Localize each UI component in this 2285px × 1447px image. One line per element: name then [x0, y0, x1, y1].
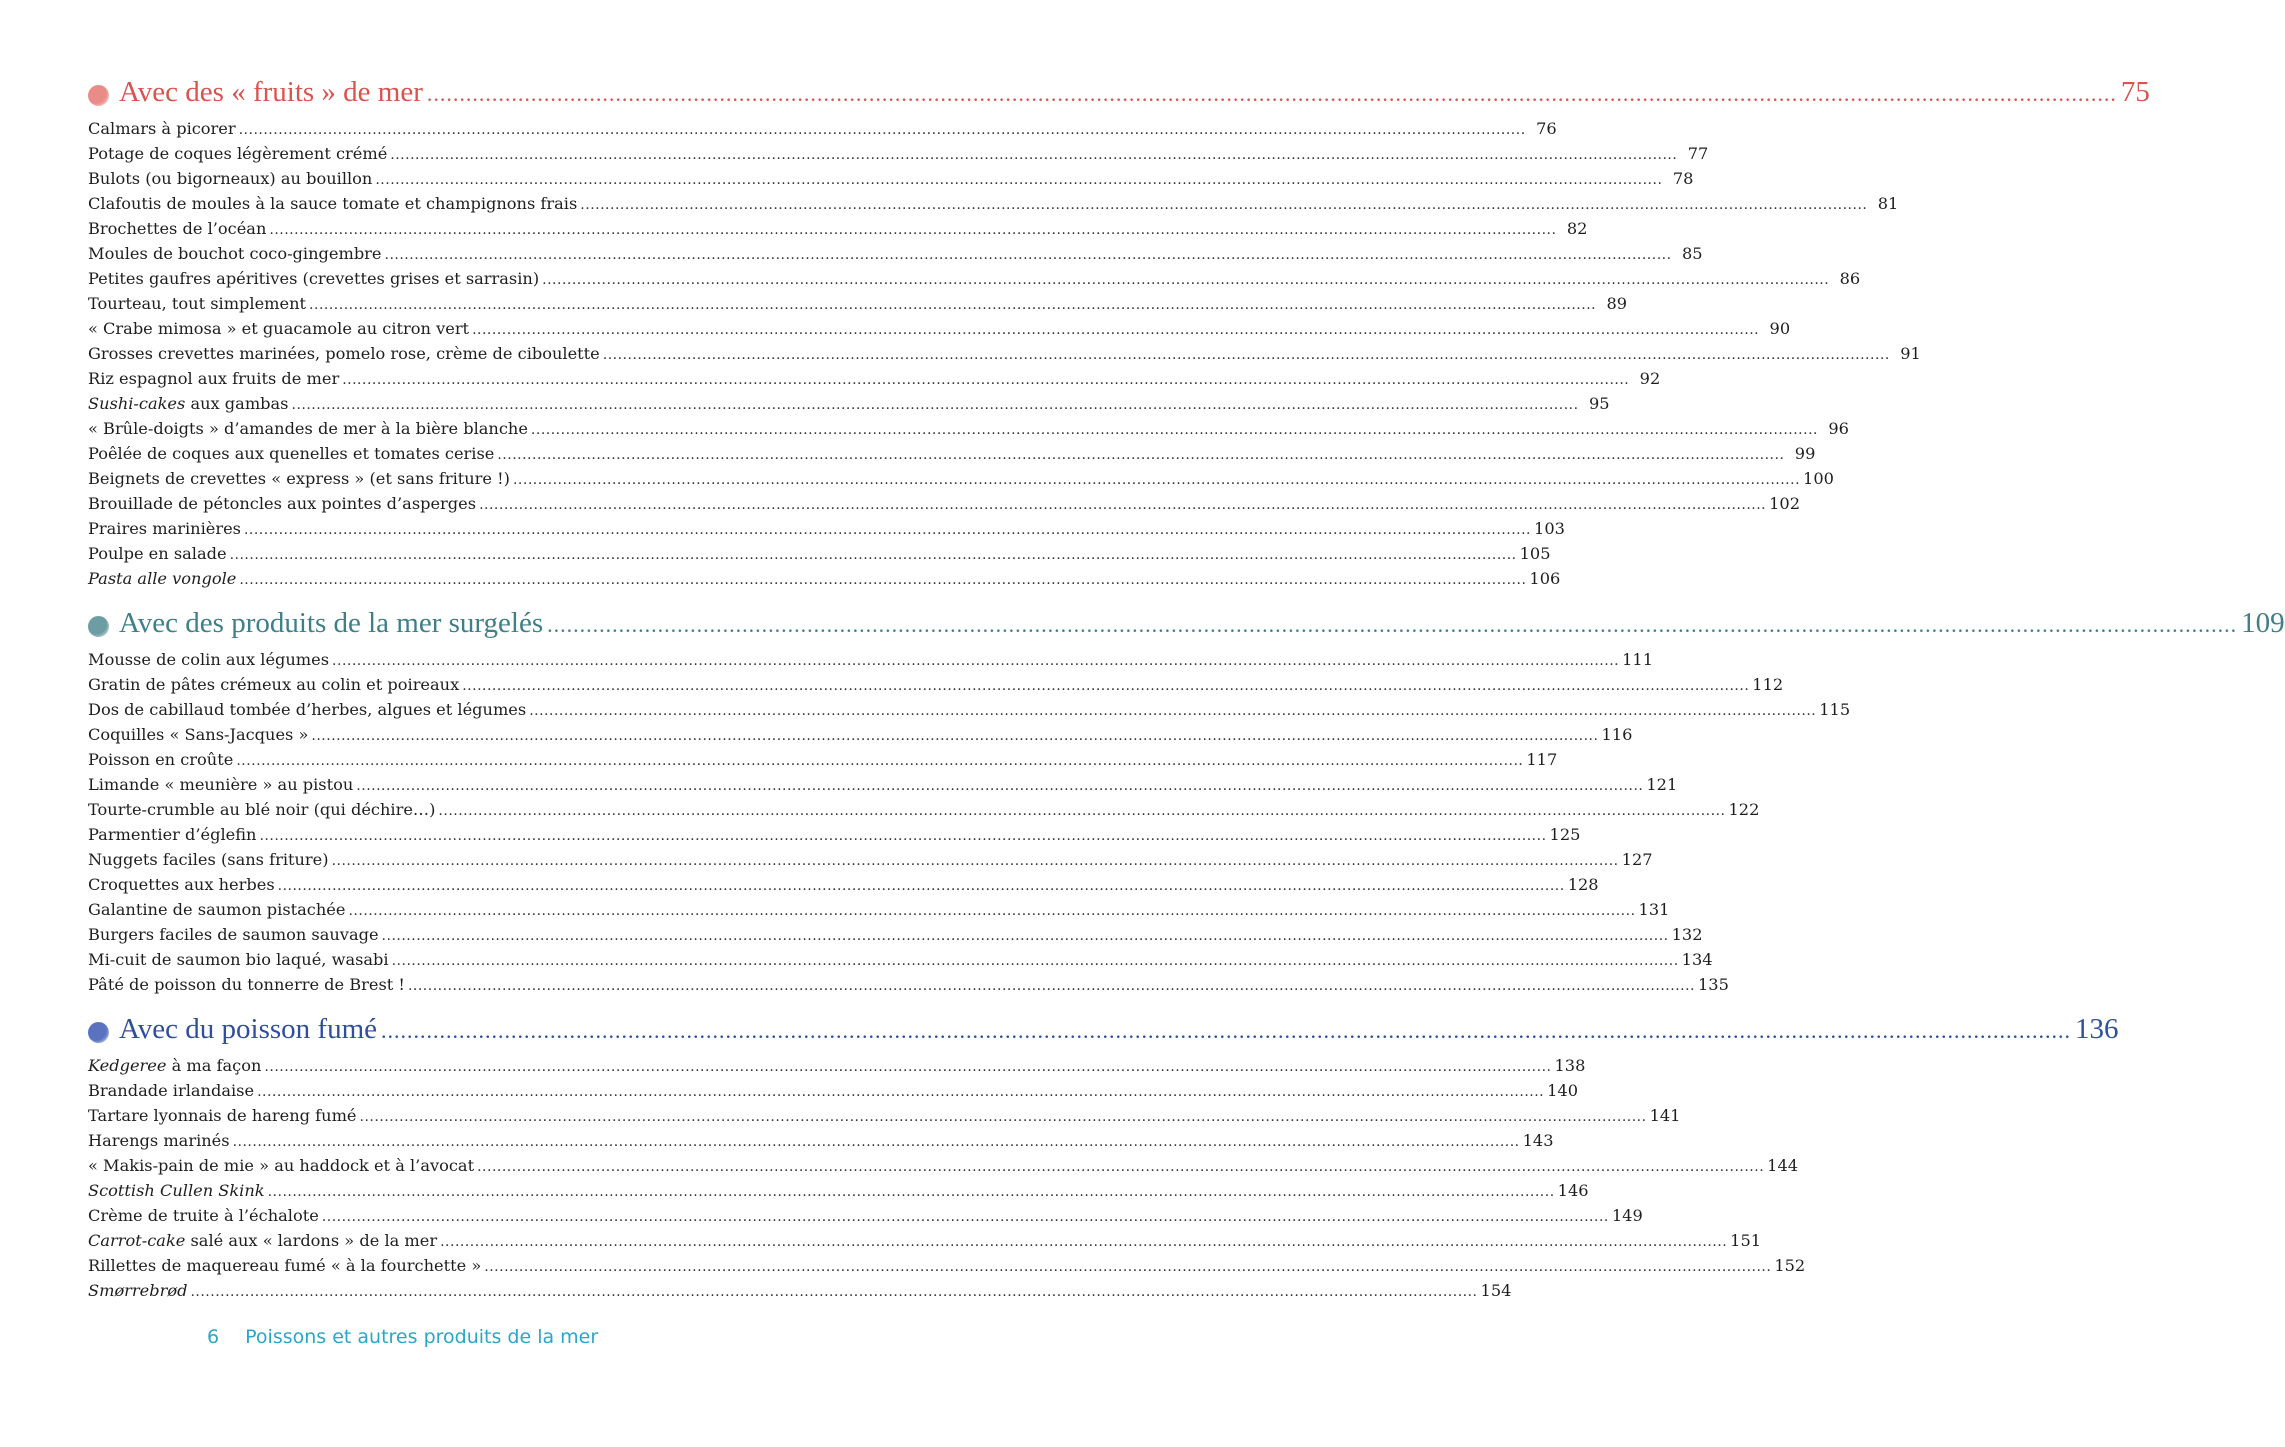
entry-title-text: Calmars à picorer	[88, 119, 236, 138]
entry-title	[88, 166, 372, 191]
entry-title-rest: à ma façon	[166, 1056, 262, 1075]
entry-page-number: 152	[1774, 1256, 1806, 1275]
section-title: Avec des produits de la mer surgelés	[119, 607, 544, 639]
entry-page-number: 127	[1621, 850, 1653, 869]
entry-leader-dots: ....................................................................................................................................................................................................................................................................	[291, 397, 1579, 413]
toc-entry[interactable]	[88, 166, 1694, 191]
entry-title-rest: aux gambas	[185, 394, 289, 413]
toc-entry[interactable]	[88, 1078, 1579, 1103]
section-heading[interactable]	[88, 603, 2285, 647]
entry-title-text: Rillettes de maquereau fumé « à la fourchette »	[88, 1256, 482, 1275]
entry-page-number: 132	[1671, 925, 1703, 944]
toc-entry[interactable]	[88, 566, 1561, 591]
entry-leader-dots: ....................................................................................................................................................................................................................................................................	[311, 728, 1599, 744]
entry-page-number: 92	[1639, 369, 1661, 388]
entry-page-number: 140	[1547, 1081, 1579, 1100]
section-heading[interactable]	[88, 1009, 2119, 1053]
entry-leader-dots: ....................................................................................................................................................................................................................................................................	[384, 247, 1672, 263]
entry-page-number: 128	[1567, 875, 1599, 894]
toc-entry[interactable]	[88, 722, 1633, 747]
entry-title-text: Smørrebrød	[88, 1281, 188, 1300]
entry-title	[88, 366, 339, 391]
entry-title-text: Brouillade de pétoncles aux pointes d’asperges	[88, 494, 477, 513]
toc-entry[interactable]	[88, 1178, 1589, 1203]
entry-page-number: 135	[1698, 975, 1729, 994]
entry-page-number: 89	[1606, 294, 1628, 313]
entry-title-text: Poêlée de coques aux quenelles et tomates cerise	[88, 444, 495, 463]
section-title: Avec des « fruits » de mer	[119, 76, 423, 108]
section-leader-dots: ....................................................................................................................................................................................................................................................................	[426, 81, 2117, 106]
entry-leader-dots: ....................................................................................................................................................................................................................................................................	[348, 903, 1636, 919]
entry-title-text: Petites gaufres apéritives (crevettes grises et sarrasin)	[88, 269, 540, 288]
section-page-number: 136	[2075, 1013, 2119, 1045]
entry-page-number: 151	[1730, 1231, 1762, 1250]
toc-entry[interactable]	[88, 947, 1713, 972]
entry-title-text: Beignets de crevettes « express » (et sans friture !)	[88, 469, 510, 488]
entry-list	[88, 1053, 1806, 1303]
entry-page-number: 125	[1549, 825, 1581, 844]
section-leader-dots: ....................................................................................................................................................................................................................................................................	[547, 612, 2238, 637]
entry-page-number: 102	[1769, 494, 1801, 513]
entry-title	[88, 216, 266, 241]
toc-entry[interactable]	[88, 1253, 1806, 1278]
entry-leader-dots: ....................................................................................................................................................................................................................................................................	[462, 678, 1750, 694]
entry-title	[88, 1228, 437, 1253]
entry-title-text: Gratin de pâtes crémeux au colin et poireaux	[88, 675, 460, 694]
toc-entry[interactable]	[88, 872, 1599, 897]
entry-leader-dots: ....................................................................................................................................................................................................................................................................	[332, 653, 1620, 669]
entry-leader-dots: ....................................................................................................................................................................................................................................................................	[342, 372, 1630, 388]
entry-title	[88, 1178, 265, 1203]
entry-title-text: Poisson en croûte	[88, 750, 234, 769]
entry-leader-dots: ....................................................................................................................................................................................................................................................................	[238, 122, 1526, 138]
entry-leader-dots: ....................................................................................................................................................................................................................................................................	[530, 422, 1818, 438]
entry-leader-dots: ....................................................................................................................................................................................................................................................................	[542, 272, 1830, 288]
toc-entry[interactable]	[88, 1053, 1586, 1078]
footer-page-number: 6	[207, 1326, 220, 1348]
entry-title	[88, 847, 329, 872]
entry-title-text: Praires marinières	[88, 519, 241, 538]
entry-title	[88, 441, 494, 466]
entry-list	[88, 647, 1851, 997]
toc-entry[interactable]	[88, 316, 1791, 341]
toc-entry[interactable]	[88, 1103, 1681, 1128]
entry-title	[88, 516, 241, 541]
entry-leader-dots: ....................................................................................................................................................................................................................................................................	[259, 828, 1547, 844]
toc-entry[interactable]	[88, 441, 1816, 466]
entry-title-text: Grosses crevettes marinées, pomelo rose, crème de ciboulette	[88, 344, 600, 363]
entry-title-text: Harengs marinés	[88, 1131, 230, 1150]
entry-leader-dots: ....................................................................................................................................................................................................................................................................	[390, 147, 1678, 163]
entry-leader-dots: ....................................................................................................................................................................................................................................................................	[239, 572, 1527, 588]
toc-entry[interactable]	[88, 116, 1557, 141]
entry-title	[88, 922, 379, 947]
entry-page-number: 90	[1769, 319, 1791, 338]
entry-title	[88, 566, 236, 591]
entry-leader-dots: ....................................................................................................................................................................................................................................................................	[232, 1134, 1520, 1150]
entry-page-number: 121	[1646, 775, 1678, 794]
toc-entry[interactable]	[88, 972, 1729, 997]
entry-title	[88, 141, 387, 166]
entry-leader-dots: ....................................................................................................................................................................................................................................................................	[359, 1109, 1647, 1125]
entry-title-text: Tartare lyonnais de hareng fumé	[88, 1106, 357, 1125]
entry-leader-dots: ....................................................................................................................................................................................................................................................................	[438, 803, 1726, 819]
entry-title-text: Moules de bouchot coco-gingembre	[88, 244, 382, 263]
entry-page-number: 115	[1819, 700, 1851, 719]
entry-title-text: Galantine de saumon pistachée	[88, 900, 346, 919]
entry-page-number: 81	[1877, 194, 1899, 213]
toc-entry[interactable]	[88, 772, 1678, 797]
toc-section	[88, 72, 2150, 591]
entry-leader-dots: ....................................................................................................................................................................................................................................................................	[484, 1259, 1772, 1275]
entry-page-number: 105	[1519, 544, 1551, 563]
entry-page-number: 82	[1566, 219, 1588, 238]
toc-entry[interactable]	[88, 541, 1551, 566]
toc-entry[interactable]	[88, 1228, 1762, 1253]
entry-title-text: « Makis-pain de mie » au haddock et à l’avocat	[88, 1156, 475, 1175]
entry-leader-dots: ....................................................................................................................................................................................................................................................................	[309, 297, 1597, 313]
entry-title-text: Clafoutis de moules à la sauce tomate et champignons frais	[88, 194, 578, 213]
toc-entry[interactable]	[88, 1203, 1643, 1228]
toc-entry[interactable]	[88, 897, 1670, 922]
entry-title	[88, 772, 353, 797]
entry-leader-dots: ....................................................................................................................................................................................................................................................................	[477, 1159, 1765, 1175]
entry-page-number: 138	[1554, 1056, 1586, 1075]
entry-page-number: 76	[1536, 119, 1557, 138]
section-heading[interactable]	[88, 72, 2150, 116]
entry-title	[88, 191, 577, 216]
entry-leader-dots: ....................................................................................................................................................................................................................................................................	[580, 197, 1868, 213]
toc-entry[interactable]	[88, 1153, 1799, 1178]
entry-page-number: 106	[1529, 569, 1561, 588]
entry-leader-dots: ....................................................................................................................................................................................................................................................................	[529, 703, 1817, 719]
entry-title-text: Croquettes aux herbes	[88, 875, 275, 894]
entry-leader-dots: ....................................................................................................................................................................................................................................................................	[269, 222, 1557, 238]
entry-title	[88, 491, 476, 516]
entry-title	[88, 747, 233, 772]
entry-leader-dots: ....................................................................................................................................................................................................................................................................	[331, 853, 1619, 869]
entry-title-text: Riz espagnol aux fruits de mer	[88, 369, 340, 388]
entry-leader-dots: ....................................................................................................................................................................................................................................................................	[381, 928, 1669, 944]
entry-leader-dots: ....................................................................................................................................................................................................................................................................	[497, 447, 1785, 463]
toc-section	[88, 1009, 2119, 1303]
entry-title-text: Coquilles « Sans-Jacques »	[88, 725, 309, 744]
section-bullet-icon	[88, 1022, 109, 1043]
toc-entry[interactable]	[88, 822, 1581, 847]
toc-entry[interactable]	[88, 747, 1558, 772]
entry-leader-dots: ....................................................................................................................................................................................................................................................................	[479, 497, 1767, 513]
entry-title	[88, 341, 600, 366]
entry-page-number: 122	[1728, 800, 1760, 819]
toc-entry[interactable]	[88, 141, 1709, 166]
entry-title-text: Kedgeree	[88, 1056, 167, 1075]
toc-entry[interactable]	[88, 922, 1703, 947]
entry-title	[88, 416, 528, 441]
entry-title-text: Crème de truite à l’échalote	[88, 1206, 319, 1225]
toc-entry[interactable]	[88, 466, 1834, 491]
entry-title	[88, 241, 382, 266]
entry-title	[88, 822, 256, 847]
entry-title	[88, 391, 289, 416]
entry-page-number: 78	[1672, 169, 1694, 188]
entry-title	[88, 1153, 474, 1178]
entry-leader-dots: ....................................................................................................................................................................................................................................................................	[602, 347, 1890, 363]
entry-page-number: 116	[1601, 725, 1633, 744]
entry-title	[88, 316, 469, 341]
section-bullet-icon	[88, 616, 109, 637]
toc-entry[interactable]	[88, 797, 1760, 822]
entry-title-text: Tourteau, tout simplement	[88, 294, 307, 313]
entry-leader-dots: ....................................................................................................................................................................................................................................................................	[472, 322, 1760, 338]
entry-title-text: Brandade irlandaise	[88, 1081, 255, 1100]
entry-title	[88, 116, 236, 141]
entry-title	[88, 872, 275, 897]
toc-entry[interactable]	[88, 516, 1565, 541]
entry-title-text: Mi-cuit de saumon bio laqué, wasabi	[88, 950, 389, 969]
toc-entry[interactable]	[88, 847, 1653, 872]
section-page-number: 75	[2120, 76, 2150, 108]
toc-entry[interactable]	[88, 216, 1588, 241]
entry-leader-dots: ....................................................................................................................................................................................................................................................................	[407, 978, 1695, 994]
entry-page-number: 95	[1588, 394, 1610, 413]
entry-title-text: Scottish Cullen Skink	[88, 1181, 265, 1200]
entry-title	[88, 972, 405, 997]
toc-entry[interactable]	[88, 341, 1921, 366]
entry-page-number: 154	[1480, 1281, 1512, 1300]
entry-page-number: 141	[1649, 1106, 1681, 1125]
entry-title-text: Poulpe en salade	[88, 544, 227, 563]
entry-leader-dots: ....................................................................................................................................................................................................................................................................	[356, 778, 1644, 794]
entry-list	[88, 116, 1921, 591]
entry-leader-dots: ....................................................................................................................................................................................................................................................................	[267, 1184, 1555, 1200]
entry-page-number: 96	[1828, 419, 1849, 438]
entry-leader-dots: ....................................................................................................................................................................................................................................................................	[375, 172, 1663, 188]
entry-leader-dots: ....................................................................................................................................................................................................................................................................	[277, 878, 1565, 894]
entry-title	[88, 1253, 481, 1278]
entry-title-text: « Brûle-doigts » d’amandes de mer à la bière blanche	[88, 419, 528, 438]
entry-title	[88, 697, 526, 722]
footer-book-title: Poissons et autres produits de la mer	[245, 1326, 599, 1348]
entry-title-text: Sushi-cakes	[88, 394, 186, 413]
toc-section	[88, 603, 2285, 997]
entry-title	[88, 1203, 319, 1228]
entry-title	[88, 541, 227, 566]
toc-entry[interactable]	[88, 672, 1784, 697]
entry-page-number: 146	[1557, 1181, 1589, 1200]
section-leader-dots: ....................................................................................................................................................................................................................................................................	[381, 1018, 2071, 1043]
entry-title-text: Mousse de colin aux légumes	[88, 650, 330, 669]
entry-title-text: Pasta alle vongole	[88, 569, 237, 588]
entry-title	[88, 1278, 187, 1303]
toc-entry[interactable]	[88, 1278, 1512, 1303]
entry-title-text: Dos de cabillaud tombée d’herbes, algues et légumes	[88, 700, 527, 719]
entry-page-number: 91	[1900, 344, 1921, 363]
entry-page-number: 143	[1522, 1131, 1554, 1150]
entry-title	[88, 947, 389, 972]
toc-entry[interactable]	[88, 1128, 1554, 1153]
toc-entry[interactable]	[88, 266, 1861, 291]
entry-leader-dots: ....................................................................................................................................................................................................................................................................	[512, 472, 1801, 488]
entry-page-number: 99	[1794, 444, 1816, 463]
entry-page-number: 86	[1839, 269, 1861, 288]
section-title: Avec du poisson fumé	[119, 1013, 377, 1045]
entry-title	[88, 797, 435, 822]
entry-page-number: 85	[1681, 244, 1703, 263]
entry-page-number: 149	[1611, 1206, 1643, 1225]
entry-title	[88, 1103, 357, 1128]
toc-entry[interactable]	[88, 416, 1849, 441]
entry-title	[88, 897, 345, 922]
entry-leader-dots: ....................................................................................................................................................................................................................................................................	[391, 953, 1679, 969]
entry-page-number: 112	[1752, 675, 1784, 694]
entry-title-text: Nuggets faciles (sans friture)	[88, 850, 329, 869]
entry-page-number: 103	[1534, 519, 1565, 538]
toc-entry[interactable]	[88, 491, 1801, 516]
entry-leader-dots: ....................................................................................................................................................................................................................................................................	[264, 1059, 1552, 1075]
entry-title-rest: salé aux « lardons » de la mer	[185, 1231, 438, 1250]
entry-title-text: Pâté de poisson du tonnerre de Brest !	[88, 975, 405, 994]
entry-leader-dots: ....................................................................................................................................................................................................................................................................	[440, 1234, 1728, 1250]
entry-title-text: Bulots (ou bigorneaux) au bouillon	[88, 169, 373, 188]
entry-title-text: Limande « meunière » au pistou	[88, 775, 354, 794]
entry-page-number: 100	[1803, 469, 1834, 488]
entry-page-number: 117	[1526, 750, 1558, 769]
table-of-contents	[88, 72, 2285, 1315]
entry-title-text: Carrot-cake	[88, 1231, 186, 1250]
entry-page-number: 134	[1681, 950, 1713, 969]
section-bullet-icon	[88, 85, 109, 106]
entry-title	[88, 1053, 261, 1078]
entry-page-number: 131	[1638, 900, 1670, 919]
entry-title	[88, 1078, 254, 1103]
entry-leader-dots: ....................................................................................................................................................................................................................................................................	[243, 522, 1532, 538]
section-page-number: 109	[2241, 607, 2285, 639]
entry-leader-dots: ....................................................................................................................................................................................................................................................................	[229, 547, 1517, 563]
entry-page-number: 144	[1767, 1156, 1799, 1175]
entry-title	[88, 722, 308, 747]
toc-entry[interactable]	[88, 697, 1851, 722]
toc-entry[interactable]	[88, 366, 1661, 391]
entry-page-number: 111	[1622, 650, 1654, 669]
entry-title	[88, 466, 510, 491]
entry-leader-dots: ....................................................................................................................................................................................................................................................................	[190, 1284, 1478, 1300]
entry-title	[88, 647, 329, 672]
entry-leader-dots: ....................................................................................................................................................................................................................................................................	[321, 1209, 1609, 1225]
entry-title-text: Tourte-crumble au blé noir (qui déchire…)	[88, 800, 436, 819]
toc-entry[interactable]	[88, 291, 1628, 316]
page-footer	[207, 1326, 598, 1348]
entry-title	[88, 266, 539, 291]
toc-entry[interactable]	[88, 191, 1899, 216]
entry-title	[88, 672, 459, 697]
toc-entry[interactable]	[88, 241, 1703, 266]
entry-title-text: Brochettes de l’océan	[88, 219, 267, 238]
entry-leader-dots: ....................................................................................................................................................................................................................................................................	[236, 753, 1524, 769]
entry-leader-dots: ....................................................................................................................................................................................................................................................................	[257, 1084, 1545, 1100]
entry-title-text: Potage de coques légèrement crémé	[88, 144, 388, 163]
toc-entry[interactable]	[88, 391, 1610, 416]
entry-title-text: « Crabe mimosa » et guacamole au citron vert	[88, 319, 470, 338]
entry-title-text: Parmentier d’églefin	[88, 825, 257, 844]
entry-title-text: Burgers faciles de saumon sauvage	[88, 925, 379, 944]
entry-title	[88, 291, 306, 316]
entry-page-number: 77	[1687, 144, 1709, 163]
toc-entry[interactable]	[88, 647, 1654, 672]
entry-title	[88, 1128, 230, 1153]
